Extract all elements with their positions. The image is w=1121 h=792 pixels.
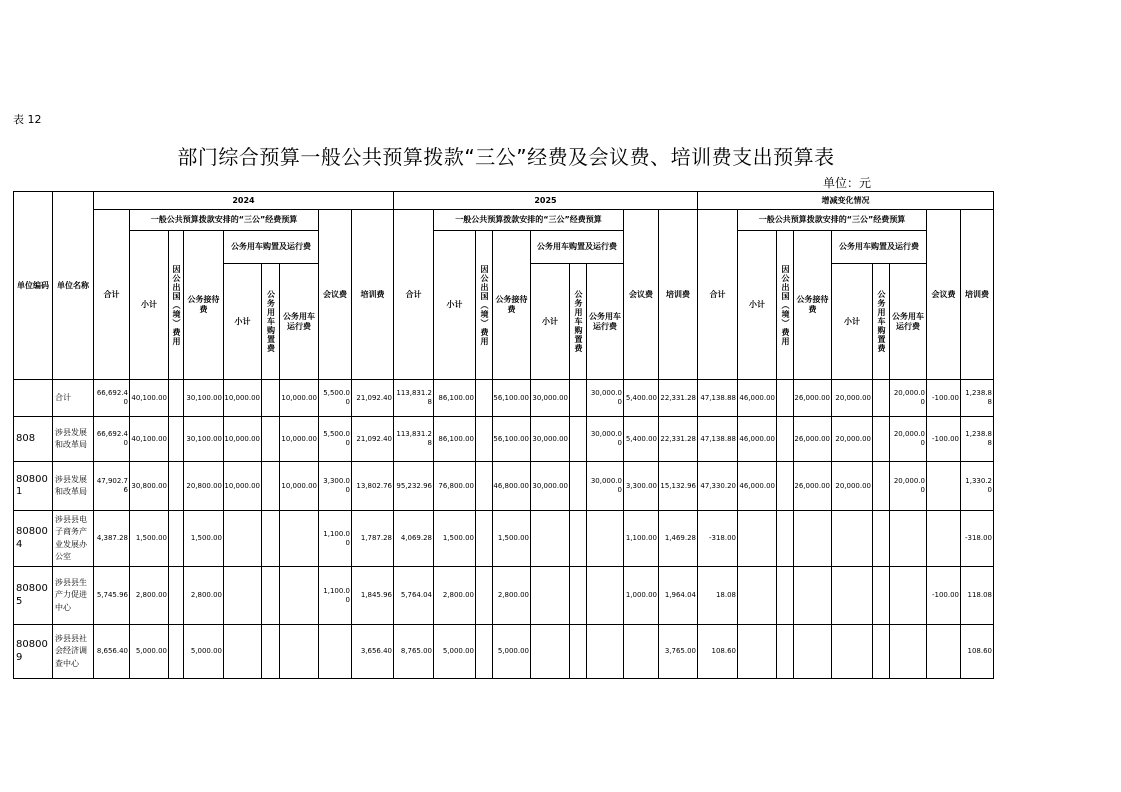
value-cell xyxy=(262,462,280,511)
table-row xyxy=(14,462,994,511)
table-row xyxy=(14,417,994,462)
value-cell: -100.00 xyxy=(927,380,961,417)
value-cell: 47,138.88 xyxy=(698,417,738,462)
value-cell: 46,000.00 xyxy=(738,380,777,417)
value-cell: 21,092.40 xyxy=(352,380,394,417)
value-cell: 1,500.00 xyxy=(493,511,531,567)
value-cell: 30,100.00 xyxy=(184,380,224,417)
value-cell: 1,500.00 xyxy=(130,511,169,567)
value-cell xyxy=(777,511,794,567)
subtotal-header: 小计 xyxy=(738,231,777,380)
value-cell: 1,330.20 xyxy=(961,462,994,511)
value-cell: 26,000.00 xyxy=(794,380,832,417)
value-cell xyxy=(169,380,184,417)
value-cell xyxy=(832,625,873,679)
value-cell: 56,100.00 xyxy=(493,417,531,462)
value-cell: 3,765.00 xyxy=(659,625,698,679)
value-cell: 10,000.00 xyxy=(224,462,262,511)
value-cell: 66,692.40 xyxy=(94,380,130,417)
value-cell: 20,000.00 xyxy=(890,380,927,417)
vehicle-subtotal-header: 小计 xyxy=(832,264,873,380)
value-cell xyxy=(476,462,493,511)
year-2025-header: 2025 xyxy=(394,192,698,210)
value-cell: 30,000.00 xyxy=(587,417,624,462)
sangong-header: 一般公共预算拨款安排的“三公”经费预算 xyxy=(434,210,624,231)
value-cell xyxy=(224,567,262,625)
value-cell xyxy=(531,511,570,567)
reception-header: 公务接待费 xyxy=(493,231,531,380)
value-cell xyxy=(531,567,570,625)
vehicle-buy-header: 公务用车购置费 xyxy=(262,264,280,380)
value-cell xyxy=(873,625,890,679)
value-cell: 2,800.00 xyxy=(434,567,476,625)
value-cell: 86,100.00 xyxy=(434,380,476,417)
value-cell xyxy=(777,462,794,511)
value-cell: 26,000.00 xyxy=(794,462,832,511)
value-cell: 21,092.40 xyxy=(352,417,394,462)
value-cell: 10,000.00 xyxy=(224,417,262,462)
value-cell: 76,800.00 xyxy=(434,462,476,511)
value-cell: 108.60 xyxy=(698,625,738,679)
value-cell: 1,000.00 xyxy=(624,567,659,625)
unit-name-cell: 合计 xyxy=(53,380,94,417)
value-cell xyxy=(280,625,319,679)
value-cell xyxy=(738,511,777,567)
value-cell xyxy=(927,625,961,679)
value-cell: 1,964.04 xyxy=(659,567,698,625)
value-cell: 5,000.00 xyxy=(184,625,224,679)
vehicle-header: 公务用车购置及运行费 xyxy=(832,231,927,264)
value-cell: 30,100.00 xyxy=(184,417,224,462)
value-cell xyxy=(794,567,832,625)
table-row xyxy=(14,567,994,625)
unit-code-cell: 808009 xyxy=(14,625,53,679)
page-title: 部门综合预算一般公共预算拨款“三公”经费及会议费、培训费支出预算表 xyxy=(177,145,835,169)
abroad-header: 因公出国（境）费用 xyxy=(169,231,184,380)
value-cell xyxy=(570,462,587,511)
value-cell: 5,000.00 xyxy=(130,625,169,679)
unit-code-cell: 808 xyxy=(14,417,53,462)
value-cell: 2,800.00 xyxy=(130,567,169,625)
value-cell xyxy=(169,462,184,511)
value-cell: 5,500.00 xyxy=(319,417,352,462)
value-cell: 10,000.00 xyxy=(280,462,319,511)
value-cell xyxy=(873,380,890,417)
value-cell: 22,331.28 xyxy=(659,380,698,417)
table-row xyxy=(14,511,994,567)
value-cell xyxy=(890,625,927,679)
value-cell xyxy=(794,625,832,679)
value-cell: 113,831.28 xyxy=(394,417,434,462)
unit-name-cell: 涉县发展和改革局 xyxy=(53,417,94,462)
year-2024-header: 2024 xyxy=(94,192,394,210)
col-code-header: 单位编码 xyxy=(14,192,53,380)
training-header: 培训费 xyxy=(659,210,698,380)
unit-code-cell xyxy=(14,380,53,417)
value-cell xyxy=(476,380,493,417)
value-cell: 20,000.00 xyxy=(890,462,927,511)
value-cell xyxy=(476,625,493,679)
value-cell: 15,132.96 xyxy=(659,462,698,511)
value-cell: 13,802.76 xyxy=(352,462,394,511)
value-cell xyxy=(224,511,262,567)
abroad-header: 因公出国（境）费用 xyxy=(476,231,493,380)
value-cell xyxy=(587,625,624,679)
value-cell: 30,000.00 xyxy=(531,417,570,462)
value-cell xyxy=(777,625,794,679)
value-cell: 1,238.88 xyxy=(961,417,994,462)
unit-label: 单位：元 xyxy=(823,176,872,190)
value-cell xyxy=(890,511,927,567)
unit-code-cell: 808005 xyxy=(14,567,53,625)
value-cell xyxy=(262,380,280,417)
value-cell: 1,845.96 xyxy=(352,567,394,625)
value-cell xyxy=(777,417,794,462)
value-cell: 40,100.00 xyxy=(130,417,169,462)
value-cell xyxy=(927,462,961,511)
value-cell xyxy=(873,462,890,511)
value-cell: 56,100.00 xyxy=(493,380,531,417)
value-cell: 46,000.00 xyxy=(738,417,777,462)
value-cell xyxy=(319,625,352,679)
value-cell: 30,000.00 xyxy=(587,462,624,511)
value-cell: 3,300.00 xyxy=(319,462,352,511)
vehicle-run-header: 公务用车运行费 xyxy=(587,264,624,380)
vehicle-header: 公务用车购置及运行费 xyxy=(531,231,624,264)
training-header: 培训费 xyxy=(352,210,394,380)
value-cell: 1,469.28 xyxy=(659,511,698,567)
value-cell xyxy=(224,625,262,679)
value-cell: 1,100.00 xyxy=(319,567,352,625)
meeting-header: 会议费 xyxy=(927,210,961,380)
value-cell: 10,000.00 xyxy=(280,380,319,417)
value-cell: 66,692.40 xyxy=(94,417,130,462)
value-cell: 3,300.00 xyxy=(624,462,659,511)
value-cell xyxy=(890,567,927,625)
value-cell xyxy=(570,417,587,462)
vehicle-buy-header: 公务用车购置费 xyxy=(570,264,587,380)
value-cell: 30,800.00 xyxy=(130,462,169,511)
subtotal-header: 小计 xyxy=(434,231,476,380)
value-cell xyxy=(927,511,961,567)
reception-header: 公务接待费 xyxy=(794,231,832,380)
value-cell: 8,656.40 xyxy=(94,625,130,679)
reception-header: 公务接待费 xyxy=(184,231,224,380)
value-cell xyxy=(738,567,777,625)
unit-code-cell: 808004 xyxy=(14,511,53,567)
value-cell xyxy=(832,567,873,625)
value-cell xyxy=(476,567,493,625)
value-cell: 86,100.00 xyxy=(434,417,476,462)
table-row xyxy=(14,625,994,679)
value-cell: 5,000.00 xyxy=(493,625,531,679)
value-cell: -318.00 xyxy=(698,511,738,567)
training-header: 培训费 xyxy=(961,210,994,380)
value-cell xyxy=(169,417,184,462)
value-cell: 18.08 xyxy=(698,567,738,625)
value-cell: 108.60 xyxy=(961,625,994,679)
abroad-header: 因公出国（境）费用 xyxy=(777,231,794,380)
value-cell xyxy=(169,567,184,625)
value-cell: 26,000.00 xyxy=(794,417,832,462)
value-cell: 1,100.00 xyxy=(319,511,352,567)
value-cell: 1,787.28 xyxy=(352,511,394,567)
value-cell xyxy=(873,567,890,625)
value-cell: 113,831.28 xyxy=(394,380,434,417)
total-header: 合计 xyxy=(94,210,130,380)
col-name-header: 单位名称 xyxy=(53,192,94,380)
value-cell xyxy=(169,625,184,679)
value-cell: 5,400.00 xyxy=(624,417,659,462)
value-cell: 1,238.88 xyxy=(961,380,994,417)
value-cell: 47,902.76 xyxy=(94,462,130,511)
value-cell: 20,000.00 xyxy=(832,462,873,511)
value-cell xyxy=(777,567,794,625)
vehicle-run-header: 公务用车运行费 xyxy=(890,264,927,380)
value-cell: 46,800.00 xyxy=(493,462,531,511)
value-cell: 95,232.96 xyxy=(394,462,434,511)
value-cell xyxy=(570,625,587,679)
value-cell xyxy=(531,625,570,679)
value-cell: 2,800.00 xyxy=(493,567,531,625)
total-header: 合计 xyxy=(394,210,434,380)
value-cell: 1,500.00 xyxy=(434,511,476,567)
value-cell xyxy=(262,567,280,625)
value-cell: 2,800.00 xyxy=(184,567,224,625)
table-row xyxy=(14,380,994,417)
value-cell xyxy=(570,380,587,417)
change-header: 增减变化情况 xyxy=(698,192,994,210)
value-cell xyxy=(624,625,659,679)
value-cell: -100.00 xyxy=(927,567,961,625)
value-cell: -318.00 xyxy=(961,511,994,567)
sangong-header: 一般公共预算拨款安排的“三公”经费预算 xyxy=(738,210,927,231)
value-cell: 46,000.00 xyxy=(738,462,777,511)
value-cell: 4,387.28 xyxy=(94,511,130,567)
value-cell: 20,000.00 xyxy=(832,380,873,417)
value-cell: 30,000.00 xyxy=(587,380,624,417)
value-cell: 1,500.00 xyxy=(184,511,224,567)
value-cell xyxy=(794,511,832,567)
vehicle-run-header: 公务用车运行费 xyxy=(280,264,319,380)
total-header: 合计 xyxy=(698,210,738,380)
value-cell: 5,000.00 xyxy=(434,625,476,679)
value-cell: 5,764.04 xyxy=(394,567,434,625)
value-cell: 4,069.28 xyxy=(394,511,434,567)
value-cell: 5,745.96 xyxy=(94,567,130,625)
value-cell xyxy=(873,417,890,462)
meeting-header: 会议费 xyxy=(319,210,352,380)
value-cell: 20,000.00 xyxy=(832,417,873,462)
value-cell xyxy=(262,511,280,567)
value-cell xyxy=(169,511,184,567)
value-cell: 47,330.20 xyxy=(698,462,738,511)
table-label: 表 12 xyxy=(13,113,42,126)
value-cell: 30,000.00 xyxy=(531,380,570,417)
value-cell xyxy=(587,511,624,567)
value-cell xyxy=(738,625,777,679)
value-cell: 22,331.28 xyxy=(659,417,698,462)
value-cell xyxy=(280,567,319,625)
value-cell xyxy=(832,511,873,567)
value-cell: 40,100.00 xyxy=(130,380,169,417)
unit-name-cell: 涉县发展和改革局 xyxy=(53,462,94,511)
unit-name-cell: 涉县县生产力促进中心 xyxy=(53,567,94,625)
unit-code-cell: 808001 xyxy=(14,462,53,511)
value-cell: 3,656.40 xyxy=(352,625,394,679)
unit-name-cell: 涉县县电子商务产业发展办公室 xyxy=(53,511,94,567)
value-cell xyxy=(280,511,319,567)
sangong-header: 一般公共预算拨款安排的“三公”经费预算 xyxy=(130,210,319,231)
value-cell xyxy=(587,567,624,625)
vehicle-buy-header: 公务用车购置费 xyxy=(873,264,890,380)
value-cell: -100.00 xyxy=(927,417,961,462)
budget-table xyxy=(13,191,994,679)
value-cell: 30,000.00 xyxy=(531,462,570,511)
value-cell xyxy=(570,567,587,625)
value-cell: 10,000.00 xyxy=(280,417,319,462)
value-cell: 47,138.88 xyxy=(698,380,738,417)
value-cell: 20,000.00 xyxy=(890,417,927,462)
value-cell xyxy=(570,511,587,567)
value-cell xyxy=(262,625,280,679)
value-cell xyxy=(777,380,794,417)
value-cell xyxy=(476,417,493,462)
value-cell xyxy=(476,511,493,567)
value-cell: 5,500.00 xyxy=(319,380,352,417)
value-cell: 8,765.00 xyxy=(394,625,434,679)
value-cell: 5,400.00 xyxy=(624,380,659,417)
value-cell: 1,100.00 xyxy=(624,511,659,567)
value-cell xyxy=(873,511,890,567)
value-cell xyxy=(262,417,280,462)
vehicle-header: 公务用车购置及运行费 xyxy=(224,231,319,264)
meeting-header: 会议费 xyxy=(624,210,659,380)
unit-name-cell: 涉县县社会经济调查中心 xyxy=(53,625,94,679)
vehicle-subtotal-header: 小计 xyxy=(224,264,262,380)
value-cell: 118.08 xyxy=(961,567,994,625)
value-cell: 10,000.00 xyxy=(224,380,262,417)
value-cell: 20,800.00 xyxy=(184,462,224,511)
subtotal-header: 小计 xyxy=(130,231,169,380)
vehicle-subtotal-header: 小计 xyxy=(531,264,570,380)
